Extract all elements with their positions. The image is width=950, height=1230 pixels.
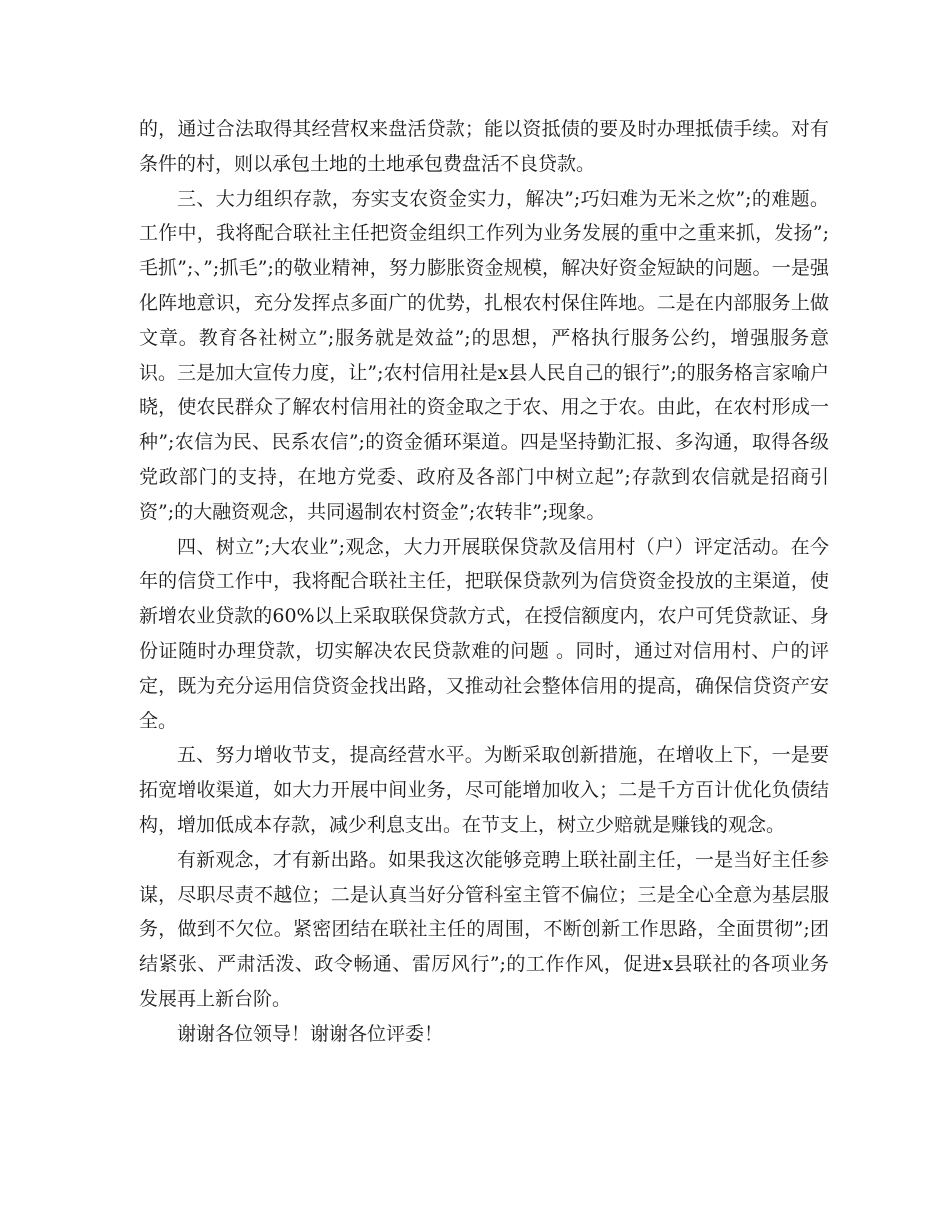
paragraph-3: 四、树立”;大农业”;观念，大力开展联保贷款及信用村（户）评定活动。在今年的信贷工作中，我将配合联社主任，把联保贷款列为信贷资金投放的主渠道，使新增农业贷款的60%以上采取联保贷款方式，在授信额度内，农户可凭贷款证、身份证随时办理贷款，切实解决农民贷款难的问题 。同时，通过对信用村、户的评定，既为充分运用信贷资金找出路，又推动社会整体信用的提高，确保信贷资产安全。 [139,535,829,732]
paragraph-1: 的，通过合法取得其经营权来盘活贷款；能以资抵债的要及时办理抵债手续。对有条件的村，则以承包土地的土地承包费盘活不良贷款。 [139,118,829,175]
paragraph-2: 三、大力组织存款，夯实支农资金实力，解决”;巧妇难为无米之炊”;的难题。工作中，我将配合联社主任把资金组织工作列为业务发展的重中之重来抓，发扬”;毛抓”;、”;抓毛”;的敬业精神，努力膨胀资金规模，解决好资金短缺的问题。一是强化阵地意识，充分发挥点多面广的优势，扎根农村保住阵地。二是在内部服务上做文章。教育各社树立”;服务就是效益”;的思想，严格执行服务公约，增强服务意识。三是加大宣传力度，让”;农村信用社是x县人民自己的银行”;的服务格言家喻户晓，使农民群众了解农村信用社的资金取之于农、用之于农。由此，在农村形成一种”;农信为民、民系农信”;的资金循环渠道。四是坚持勤汇报、多沟通，取得各级党政部门的支持，在地方党委、政府及各部门中树立起”;存款到农信就是招商引资”;的大融资观念，共同遏制农村资金”;农转非”;现象。 [139,187,829,523]
document-body [139,112,829,1052]
paragraph-4: 五、努力增收节支，提高经营水平。为断采取创新措施，在增收上下，一是要拓宽增收渠道，如大力开展中间业务，尽可能增加收入；二是千方百计优化负债结构，增加低成本存款，减少利息支出。在节支上，树立少赔就是赚钱的观念。 [139,744,829,836]
paragraph-5: 有新观念，才有新出路。如果我这次能够竞聘上联社副主任，一是当好主任参谋，尽职尽责不越位；二是认真当好分管科室主管不偏位；三是全心全意为基层服务，做到不欠位。紧密团结在联社主任的周围，不断创新工作思路，全面贯彻”;团结紧张、严肃活泼、政令畅通、雷厉风行”;的工作作风，促进x县联社的各项业务发展再上新台阶。 [139,848,829,1010]
paragraph-6: 谢谢各位领导！谢谢各位评委！ [177,1022,444,1045]
